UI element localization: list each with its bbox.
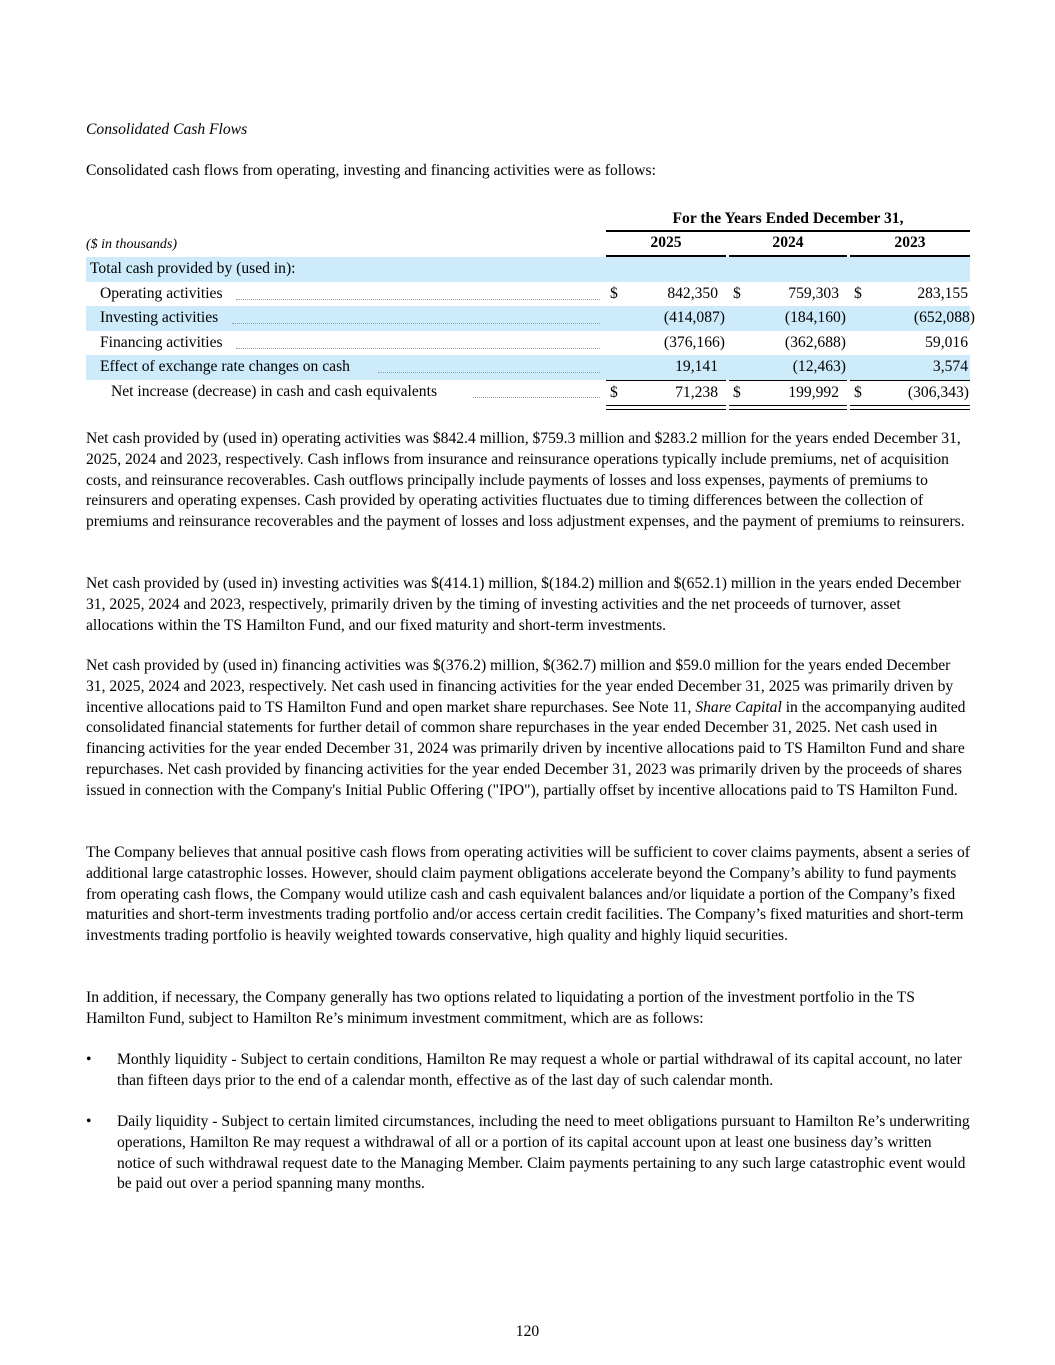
- bullet-icon: •: [86, 1113, 92, 1130]
- currency-symbol: $: [854, 383, 862, 401]
- dot-leader: [473, 397, 600, 398]
- bullet-text: Daily liquidity - Subject to certain limited circumstances, including the need to meet obligations pursuant to Hamilton Re’s underwriting operations, Hamilton Re may request a withdrawal of all or a portion of its capital account upon at least one business day’s written notice of such withdrawal request date to the Managing Member. Claim payments pertaining to any such large catastrophic event would be paid out over a period spanning many months.: [117, 1113, 970, 1193]
- table-row: [86, 355, 970, 380]
- cell-value: (652,088): [913, 309, 975, 326]
- financing-paragraph: [86, 656, 970, 802]
- cash-flows-table: [86, 208, 975, 404]
- dot-leader: [378, 372, 600, 373]
- cell-value: 283,155: [917, 284, 968, 302]
- year-header-2025: 2025: [606, 234, 726, 257]
- table-row: [86, 306, 975, 331]
- bullet-icon: •: [86, 1051, 92, 1068]
- table-section-row: [86, 257, 970, 282]
- section-title: Consolidated Cash Flows: [86, 121, 248, 138]
- dot-leader: [232, 323, 600, 324]
- financing-text-b: in the accompanying audited consolidated financial statements for further detail of common share repurchases in the year ended December 31, 2025. Net cash used in financing activities for the year ended December 31, 2024 was primarily driven by incentive allocations paid to TS Hamilton Fund and share repurchases. Net cash provided by financing activities for the year ended December 31, 2023 was primarily driven by the proceeds of shares issued in connection with the Company's Initial Public Offering ("IPO"), partially offset by incentive allocations paid to TS Hamilton Fund.: [86, 698, 966, 799]
- section-label: Total cash provided by (used in):: [90, 260, 296, 277]
- currency-symbol: $: [733, 284, 741, 302]
- table-row: [86, 331, 970, 356]
- double-underline: [850, 405, 970, 410]
- year-header-2023: 2023: [850, 234, 970, 257]
- cell-value: (362,688): [784, 333, 846, 351]
- table-row: [86, 282, 970, 307]
- cell-value: (184,160): [784, 309, 846, 326]
- row-label: Operating activities: [100, 284, 223, 302]
- row-label: Financing activities: [100, 333, 223, 351]
- liquidity-paragraph: The Company believes that annual positive cash flows from operating activities will be sufficient to cover claims payments, absent a series of additional large catastrophic losses. However, should claim payment obligations accelerate beyond the Company’s ability to fund payments from operating cash flows, the Company would utilize cash and cash equivalent balances and/or liquidate a portion of the Company’s fixed maturities and short-term investments trading portfolio and/or access certain credit facilities. The Company’s fixed maturities and short-term investments trading portfolio is heavily weighted towards conservative, high quality and highly liquid securities.: [86, 844, 970, 945]
- cell-value: 59,016: [925, 333, 968, 351]
- cell-value: (12,463): [792, 358, 846, 375]
- table-total-row: [86, 380, 970, 405]
- total-label: Net increase (decrease) in cash and cash equivalents: [111, 382, 438, 400]
- page-number: 120: [515, 1323, 540, 1340]
- table-header-period: [86, 208, 970, 231]
- cell-value: 199,992: [788, 383, 839, 401]
- cell-value: (376,166): [663, 333, 725, 351]
- options-paragraph: In addition, if necessary, the Company generally has two options related to liquidating a portion of the investment portfolio in the TS Hamilton Fund, subject to Hamilton Re’s minimum investment commitment, which are as follows:: [86, 989, 915, 1027]
- year-header-2024: 2024: [729, 234, 847, 257]
- cell-value: (414,087): [663, 309, 725, 326]
- cell-value: 842,350: [667, 284, 718, 302]
- operating-paragraph: Net cash provided by (used in) operating activities was $842.4 million, $759.3 million and $283.2 million for the years ended December 31, 2025, 2024 and 2023, respectively. Cash inflows from insurance and reinsurance operations typically include premiums, net of acquisition costs, and reinsurance recoverables. Cash outflows principally include payments of losses and loss expenses, payments of premiums to reinsurers and operating expenses. Cash provided by operating activities fluctuates due to timing differences between the collection of premiums and reinsurance recoverables and the payment of losses and loss adjustment expenses, and the payment of premiums to reinsurers.: [86, 430, 965, 531]
- row-label: Effect of exchange rate changes on cash: [100, 358, 350, 375]
- bullet-text: Monthly liquidity - Subject to certain conditions, Hamilton Re may request a whole or partial withdrawal of its capital account, no later than fifteen days prior to the end of a calendar month, effective as of the last day of such calendar month.: [117, 1051, 962, 1089]
- cell-value: 759,303: [788, 284, 839, 302]
- intro-text: Consolidated cash flows from operating, investing and financing activities were as follows:: [86, 162, 656, 179]
- units-label: ($ in thousands): [86, 237, 177, 252]
- dot-leader: [236, 299, 600, 300]
- table-header-years: [86, 231, 970, 257]
- cell-value: 3,574: [932, 358, 968, 375]
- investing-paragraph: Net cash provided by (used in) investing activities was $(414.1) million, $(184.2) million and $(652.1) million in the years ended December 31, 2025, 2024 and 2023, respectively, primarily driven by the timing of investing activities and the net proceeds of turnover, asset allocations within the TS Hamilton Fund, and our fixed maturity and short-term investments.: [86, 575, 961, 634]
- double-underline: [729, 405, 847, 410]
- currency-symbol: $: [733, 383, 741, 401]
- row-label: Investing activities: [100, 309, 219, 326]
- period-header: For the Years Ended December 31,: [606, 210, 970, 232]
- cell-value: (306,343): [907, 383, 969, 401]
- currency-symbol: $: [610, 284, 618, 302]
- currency-symbol: $: [854, 284, 862, 302]
- cell-value: 71,238: [675, 383, 718, 401]
- note-reference: Share Capital: [695, 698, 782, 716]
- double-underline: [606, 405, 726, 410]
- cell-value: 19,141: [675, 358, 718, 375]
- currency-symbol: $: [610, 383, 618, 401]
- financing-text-a: Net cash provided by (used in) financing activities was $(376.2) million, $(362.7) million and $59.0 million for the years ended December 31, 2025, 2024 and 2023, respectively. Net cash used in financing activities for the year ended December 31, 2025 was primarily driven by incentive allocations paid to TS Hamilton Fund and open market share repurchases. See Note 11,: [86, 657, 954, 716]
- dot-leader: [236, 348, 600, 349]
